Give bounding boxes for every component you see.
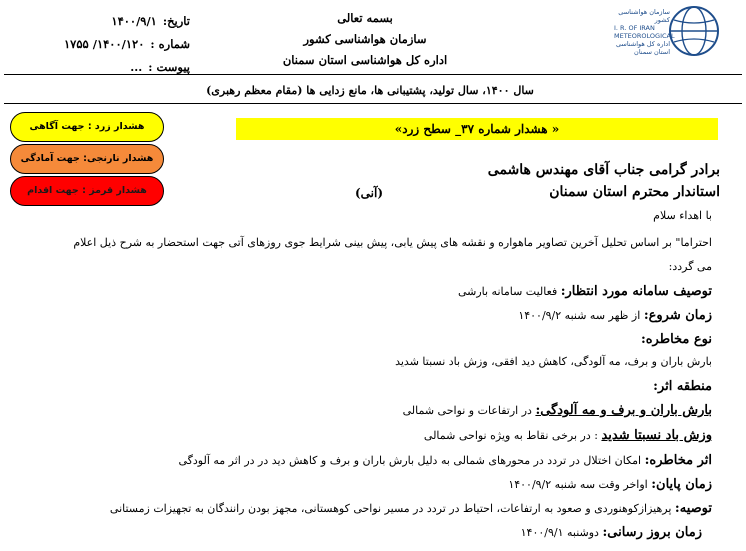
- number-row: [30, 33, 190, 56]
- advice-value: پرهیزازکوهنوردی و صعود به ارتفاعات، احتیاط در تردد در مسیر نواحی کوهستانی، مجهز بودن رانندگان به تجهیزات زمستانی: [109, 502, 672, 515]
- impact-value: امکان اختلال در تردد در محورهای شمالی به دلیل بارش باران و برف و کاهش دید در در اثر مه آلودگی: [178, 454, 642, 467]
- system-value: فعالیت سامانه بارشی: [457, 285, 558, 298]
- dept-name: اداره کل هواشناسی استان سمنان: [282, 53, 448, 67]
- addressee-name: برادر گرامی جناب آقای مهندس هاشمی: [487, 162, 720, 178]
- impact-region-row: [653, 379, 712, 394]
- letter-meta: [30, 10, 190, 79]
- start-label: زمان شروع:: [643, 308, 712, 323]
- warning-title-bar: « هشدار شماره ۳۷_ سطح زرد»: [236, 118, 718, 140]
- start-time-row: [518, 308, 712, 323]
- region-precip-row: [403, 403, 712, 418]
- impact-label: اثر مخاطره:: [644, 453, 712, 468]
- number-value: ۱۴۰۰/۱۲۰/ ۱۷۵۵: [64, 37, 145, 51]
- globe-emblem-icon: [666, 4, 722, 58]
- logo-line: METEOROLOGICAL: [614, 32, 675, 40]
- region1-value: در ارتفاعات و نواحی شمالی: [402, 404, 532, 417]
- logo-line: سازمان هواشناسی کشور: [618, 8, 670, 24]
- update-value: دوشنبه ۱۴۰۰/۹/۱: [520, 526, 599, 539]
- urgency-label: (آنی): [355, 186, 384, 200]
- system-label: توصیف سامانه مورد انتظار:: [560, 284, 712, 299]
- region2-label: وزش باد نسبتا شدید: [601, 428, 712, 443]
- org-name: سازمان هواشناسی کشور: [303, 32, 427, 46]
- start-value: از ظهر سه شنبه ۱۴۰۰/۹/۲: [518, 309, 641, 322]
- org-logo: [614, 4, 746, 58]
- attachment-label: پیوست :: [148, 60, 190, 74]
- attachment-row: [30, 56, 190, 79]
- logo-text: [614, 8, 675, 56]
- hazard-impact-row: [178, 453, 712, 468]
- logo-line: I. R. OF IRAN: [614, 24, 655, 32]
- legend-orange-warning: هشدار نارنجی: جهت آمادگی: [10, 144, 164, 174]
- update-label: زمان بروز رسانی:: [602, 525, 702, 540]
- end-value: اواخر وقت سه شنبه ۱۴۰۰/۹/۲: [508, 478, 648, 491]
- system-description-row: [458, 284, 712, 299]
- end-time-row: [508, 477, 712, 492]
- header-divider: [4, 74, 742, 75]
- end-label: زمان پایان:: [651, 477, 712, 492]
- greeting: با اهداء سلام: [653, 209, 712, 222]
- legend-yellow-warning: هشدار زرد : جهت آگاهی: [10, 112, 164, 142]
- region2-value: : در برخی نقاط به ویژه نواحی شمالی: [423, 429, 598, 442]
- logo-line: اداره کل هواشناسی استان سمنان: [615, 40, 670, 56]
- hazard-label: نوع مخاطره:: [640, 332, 712, 347]
- date-value: ۱۴۰۰/۹/۱: [111, 14, 157, 28]
- addressee-title: استاندار محترم استان سمنان: [549, 184, 720, 200]
- letter-header: [260, 8, 470, 71]
- hazard-type-row: [641, 332, 712, 347]
- advice-label: توصیه:: [674, 501, 712, 516]
- update-time-row: [521, 525, 702, 540]
- region-label: منطقه اثر:: [653, 379, 712, 394]
- hazard-value: بارش باران و برف، مه آلودگی، کاهش دید افقی، وزش باد نسبتا شدید: [395, 355, 712, 368]
- intro-text-end: می گردد:: [668, 260, 712, 273]
- number-label: شماره :: [150, 37, 190, 51]
- basmala: بسمه تعالی: [337, 11, 393, 25]
- advice-row: [110, 501, 712, 516]
- year-slogan: سال ۱۴۰۰، سال تولید، پشتیبانی ها، مانع زدایی ها (مقام معظم رهبری): [206, 84, 534, 97]
- date-label: تاریخ:: [162, 14, 190, 28]
- intro-text: احتراما" بر اساس تحلیل آخرین تصاویر ماهواره و نقشه های پیش یابی، پیش بینی شرایط جوی روزهای آتی جهت استحضار به شرح ذیل اعلام: [73, 236, 712, 249]
- legend-red-warning: هشدار قرمز : جهت اقدام: [10, 176, 164, 206]
- region-wind-row: [424, 428, 712, 443]
- region1-label: بارش باران و برف و مه آلودگی:: [535, 403, 712, 418]
- attachment-value: ...: [130, 60, 143, 74]
- date-row: [30, 10, 190, 33]
- slogan-divider: [4, 103, 742, 104]
